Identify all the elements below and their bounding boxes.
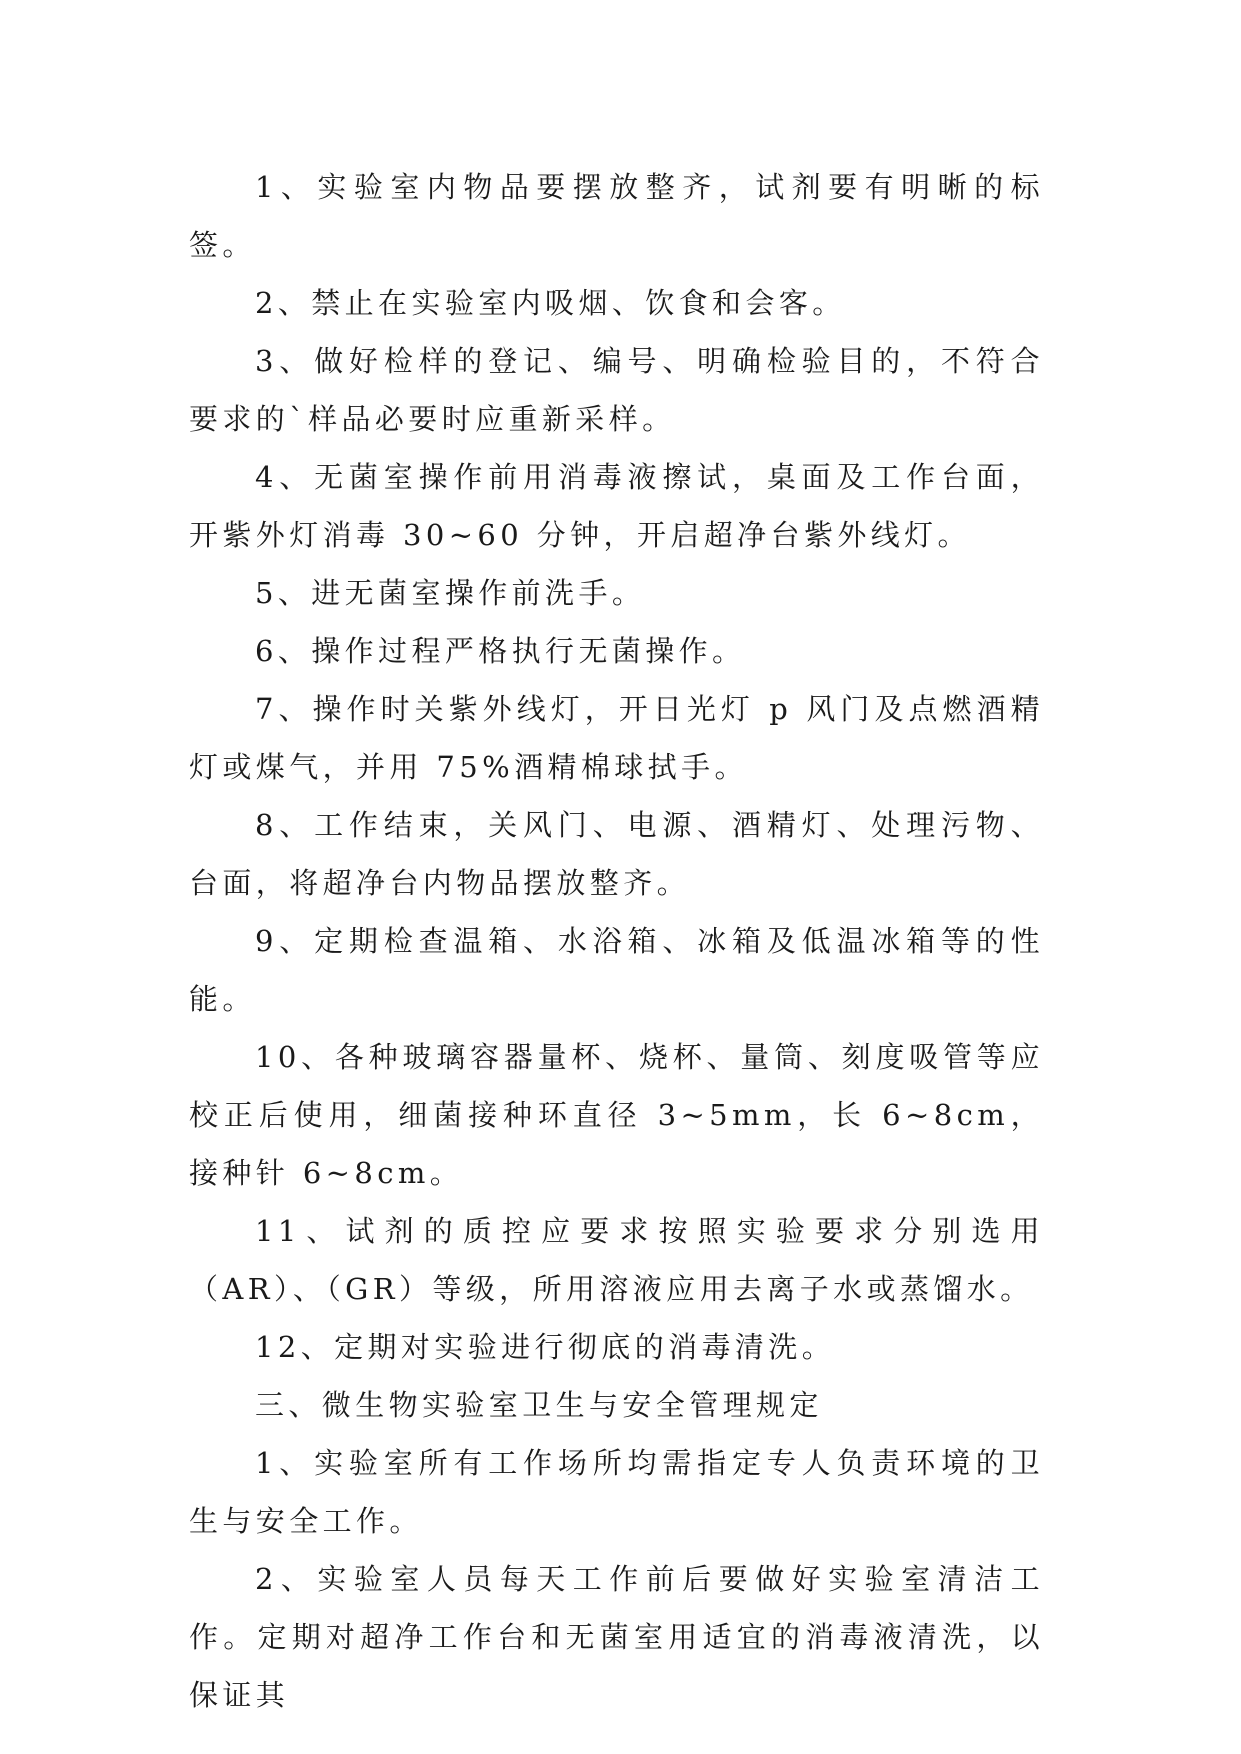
paragraph-item-1: 1、实验室内物品要摆放整齐，试剂要有明晰的标签。 xyxy=(189,170,1044,262)
paragraph-item-3: 3、做好检样的登记、编号、明确检验目的，不符合要求的`样品必要时应重新采样。 xyxy=(189,344,1044,436)
paragraph-item-7: 7、操作时关紫外线灯，开日光灯 p 风门及点燃酒精灯或煤气，并用 75%酒精棉球拭手。 xyxy=(189,692,1044,784)
paragraph-item-8: 8、工作结束，关风门、电源、酒精灯、处理污物、台面，将超净台内物品摆放整齐。 xyxy=(189,808,1044,900)
paragraph-item-s3-1: 1、实验室所有工作场所均需指定专人负责环境的卫生与安全工作。 xyxy=(189,1446,1044,1538)
section-heading: 三、微生物实验室卫生与安全管理规定 xyxy=(255,1388,823,1422)
paragraph-item-s3-2: 2、实验室人员每天工作前后要做好实验室清洁工作。定期对超净工作台和无菌室用适宜的消毒液清洗，以保证其 xyxy=(189,1562,1044,1712)
paragraph-item-10: 10、各种玻璃容器量杯、烧杯、量筒、刻度吸管等应校正后使用，细菌接种环直径 3~5mm，长 6~8cm，接种针 6~8cm。 xyxy=(189,1040,1044,1190)
paragraph-item-2: 2、禁止在实验室内吸烟、饮食和会客。 xyxy=(255,286,846,320)
paragraph-item-4: 4、无菌室操作前用消毒液擦试，桌面及工作台面，开紫外灯消毒 30~60 分钟，开启超净台紫外线灯。 xyxy=(189,460,1044,552)
paragraph-item-5: 5、进无菌室操作前洗手。 xyxy=(255,576,646,610)
paragraph-item-6: 6、操作过程严格执行无菌操作。 xyxy=(255,634,746,668)
document-body xyxy=(189,158,1044,1724)
paragraph-item-11: 11、试剂的质控应要求按照实验要求分别选用（AR）、（GR）等级，所用溶液应用去离子水或蒸馏水。 xyxy=(189,1214,1044,1306)
paragraph-item-12: 12、定期对实验进行彻底的消毒清洗。 xyxy=(255,1330,836,1364)
paragraph-item-9: 9、定期检查温箱、水浴箱、冰箱及低温冰箱等的性能。 xyxy=(189,924,1044,1016)
